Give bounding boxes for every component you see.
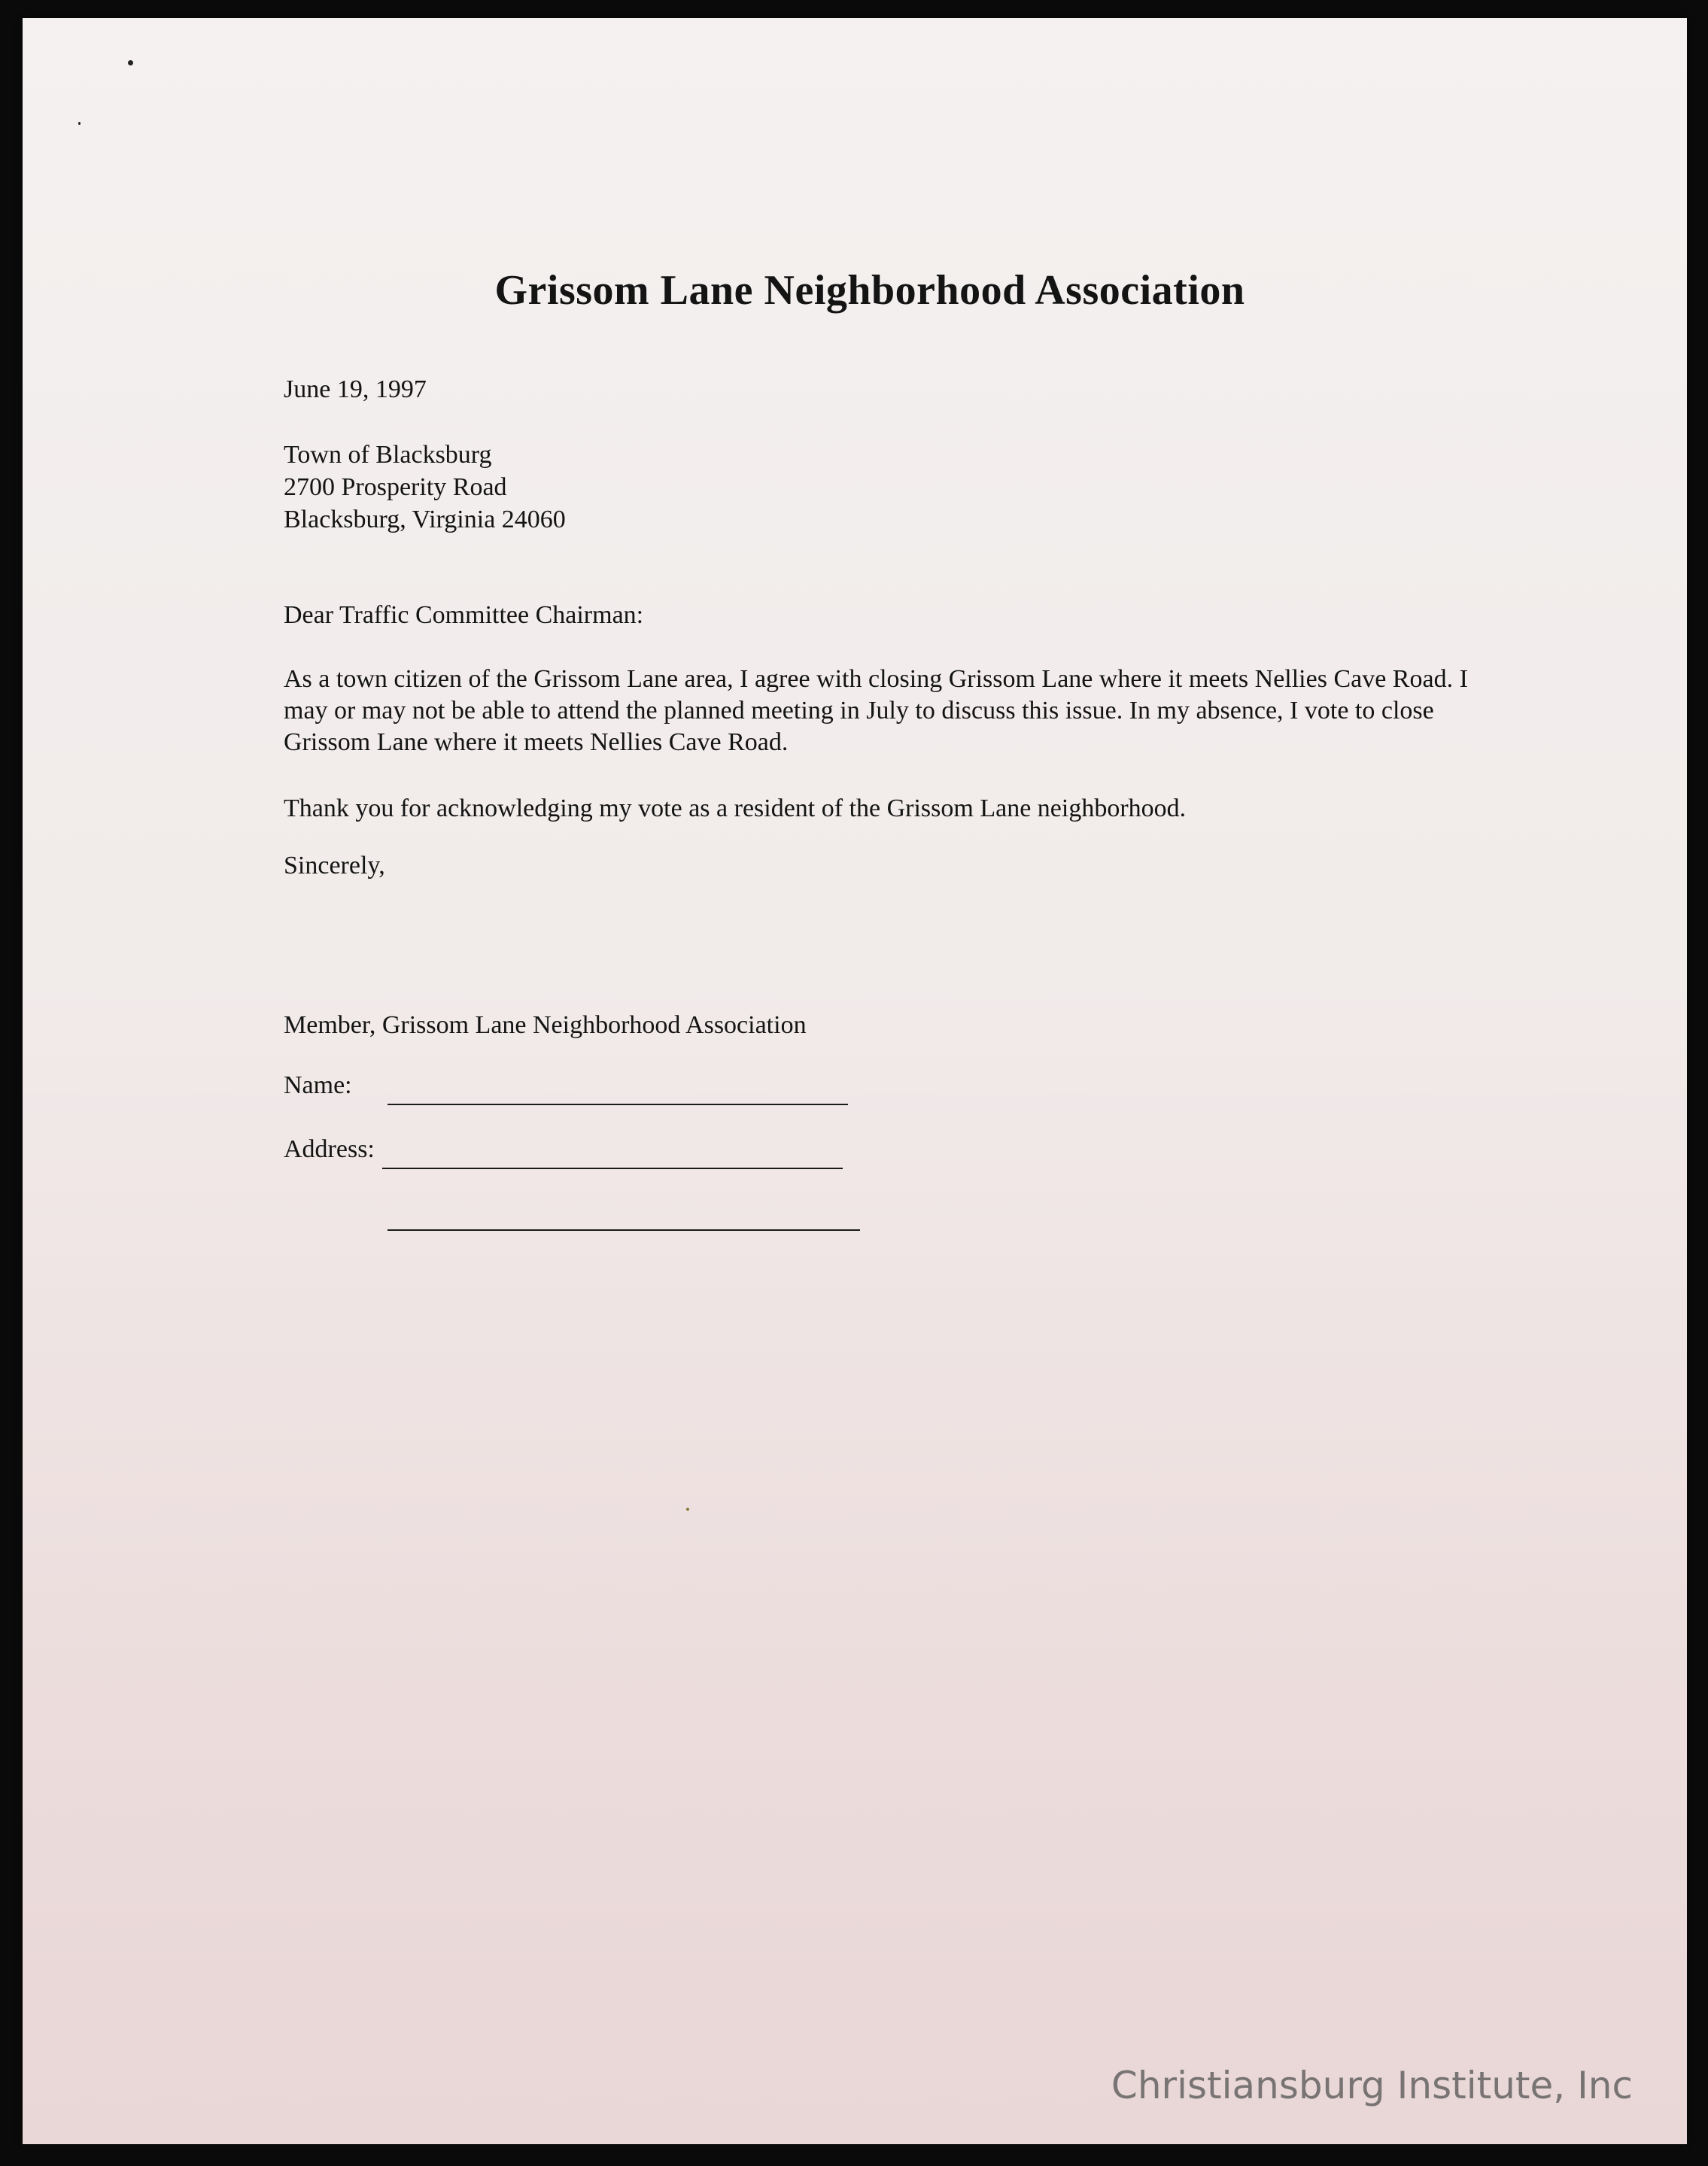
- member-line: Member, Grissom Lane Neighborhood Association: [284, 1011, 807, 1039]
- watermark: Christiansburg Institute, Inc: [1111, 2064, 1633, 2107]
- letterhead-title: Grissom Lane Neighborhood Association: [494, 267, 1245, 314]
- salutation: Dear Traffic Committee Chairman:: [284, 601, 644, 629]
- recipient-city: Blacksburg, Virginia 24060: [284, 506, 566, 533]
- address-label: Address:: [284, 1135, 375, 1163]
- recipient-street: 2700 Prosperity Road: [284, 473, 507, 501]
- name-blank-line[interactable]: [387, 1104, 848, 1105]
- letter-date: June 19, 1997: [284, 375, 427, 403]
- paper-speck: [78, 122, 81, 125]
- closing: Sincerely,: [284, 852, 385, 879]
- body-paragraph-1: As a town citizen of the Grissom Lane area, I agree with closing Grissom Lane where it meets Nellies Cave Road. I may or may not be able to attend the planned meeting in July to discuss this issue. In my absence, I vote to close Grissom Lane where it meets Nellies Cave Road.: [284, 665, 1468, 756]
- paper-speck: [686, 1508, 689, 1511]
- name-label: Name:: [284, 1071, 352, 1099]
- paper-speck: [128, 60, 133, 65]
- body-paragraph-2: Thank you for acknowledging my vote as a resident of the Grissom Lane neighborhood.: [284, 794, 1187, 822]
- recipient-name: Town of Blacksburg: [284, 441, 492, 469]
- address-blank-line[interactable]: [382, 1168, 843, 1169]
- document-page: [23, 18, 1687, 2144]
- address-blank-line-2[interactable]: [387, 1229, 860, 1231]
